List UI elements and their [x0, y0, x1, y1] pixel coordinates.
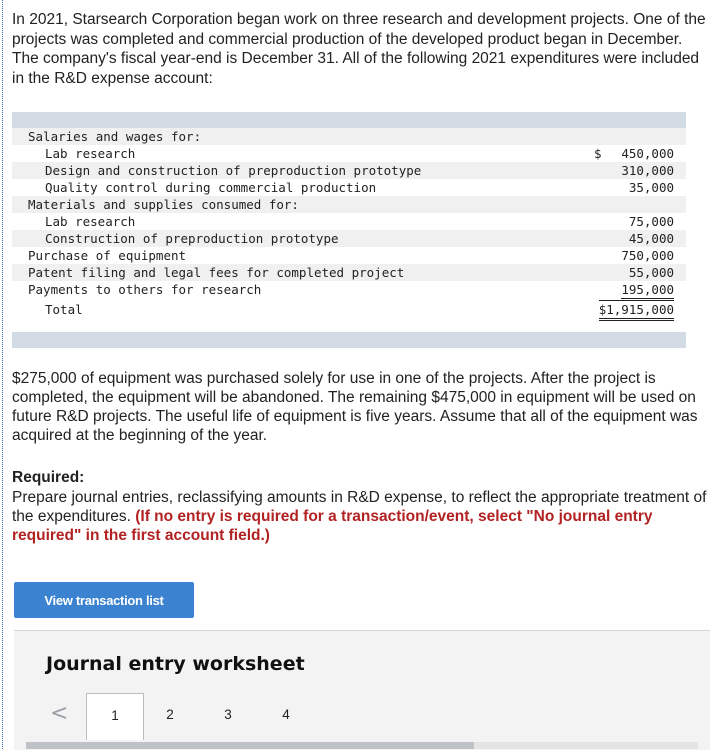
- page-left-border: [2, 0, 3, 749]
- chevron-left-icon[interactable]: <: [50, 701, 69, 726]
- table-row: [12, 162, 686, 179]
- table-row: [12, 213, 686, 230]
- equipment-paragraph: $275,000 of equipment was purchased solely for use in one of the projects. After the project is completed, the equipment will be abandoned. The remaining $475,000 in equipment will be used on future R&D projects. The useful life of equipment is five years. Assume that all of the equipment was acquired at the beginning of the year.: [12, 370, 698, 444]
- page-tab-1[interactable]: 1: [86, 693, 144, 740]
- page-tab-4[interactable]: 4: [282, 707, 290, 722]
- row-label: Design and construction of preproduction prototype: [45, 163, 422, 178]
- worksheet-title: Journal entry worksheet: [46, 653, 305, 675]
- row-amount: 45,000: [628, 231, 674, 246]
- row-amount: 55,000: [628, 265, 674, 280]
- row-amount: 450,000: [621, 146, 674, 161]
- row-amount: 750,000: [621, 248, 674, 263]
- table-row: [12, 179, 686, 196]
- row-label: Patent filing and legal fees for completed project: [28, 265, 405, 280]
- currency-symbol: $: [594, 146, 602, 161]
- ledger-header-band: [12, 112, 686, 128]
- row-label: Payments to others for research: [28, 282, 262, 297]
- total-label: Total: [45, 302, 83, 317]
- table-row: [12, 230, 686, 247]
- required-heading: Required:: [12, 469, 85, 486]
- table-row: [12, 128, 686, 145]
- view-transaction-list-button[interactable]: View transaction list: [14, 582, 194, 618]
- row-label: Construction of preproduction prototype: [45, 231, 339, 246]
- total-amount: $1,915,000: [599, 300, 674, 321]
- row-label: Quality control during commercial production: [45, 180, 377, 195]
- row-label: Lab research: [45, 146, 136, 161]
- row-label: Salaries and wages for:: [28, 129, 202, 144]
- table-row: [12, 281, 686, 298]
- required-text: Prepare journal entries, reclassifying amounts in R&D expense, to reflect the appropriate treatment of the expenditures.: [12, 489, 707, 525]
- page-tab-2[interactable]: 2: [166, 707, 174, 722]
- page-tab-3[interactable]: 3: [224, 707, 232, 722]
- row-amount: 35,000: [628, 180, 674, 195]
- total-row: [12, 300, 686, 320]
- horizontal-scrollbar[interactable]: [26, 742, 698, 749]
- table-row: [12, 145, 686, 162]
- required-instructions: [12, 488, 708, 545]
- required-note: (If no entry is required for a transaction/event, select "No journal entry required" in the first account field.): [12, 508, 653, 544]
- row-label: Materials and supplies consumed for:: [28, 197, 299, 212]
- scrollbar-thumb[interactable]: [26, 742, 474, 749]
- row-amount: 310,000: [621, 163, 674, 178]
- row-amount: 195,000: [621, 282, 674, 297]
- table-row: [12, 264, 686, 281]
- problem-intro: In 2021, Starsearch Corporation began work on three research and development projects. One of the projects was completed and commercial production of the developed product began in December. The company's fiscal year-end is December 31. All of the following 2021 expenditures were included in the R&D expense account:: [12, 11, 706, 87]
- journal-entry-worksheet: [14, 630, 710, 750]
- expenditures-table: [12, 128, 686, 320]
- table-row: [12, 196, 686, 213]
- table-row: [12, 247, 686, 264]
- row-amount: 75,000: [628, 214, 674, 229]
- ledger-footer-band: [12, 332, 686, 348]
- row-label: Lab research: [45, 214, 136, 229]
- row-label: Purchase of equipment: [28, 248, 187, 263]
